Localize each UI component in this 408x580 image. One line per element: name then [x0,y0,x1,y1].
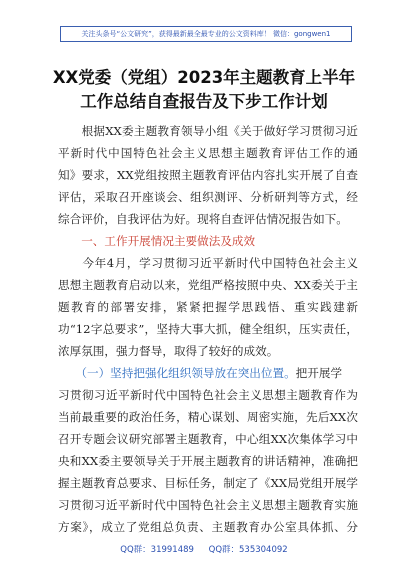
subsection-heading-line [58,362,358,384]
text-line: 评估，采取召开座谈会、组织测评、分析研判等方式，经 [58,190,358,204]
text-line: 握主题教育总要求、目标任务，制定了《XX局党组开展学 [58,476,358,490]
text-line: 根据XX委主题教育领导小组《关于做好学习贯彻习近 [58,124,358,138]
text-line: 功“12字总要求”，坚持大事大抓，健全组织，压实责任， [58,322,358,336]
subsection-heading-tail: 把开展学 [295,366,343,380]
document-title-line-1: XX党委（党组）2023年主题教育上半年 [52,68,356,87]
text-line: 平新时代中国特色社会主义思想主题教育评估工作的通 [58,146,358,160]
footer-qq-group-1: QQ群：31991489 [120,545,194,555]
document-title-line-2: 工作总结自查报告及下步工作计划 [80,92,328,111]
subsection-1 [58,362,358,538]
footer-qq-group-2: QQ群：535304092 [208,545,288,555]
header-banner: 关注头条号“公文研究”，获得最新最全最专业的公文资料库！ 微信：gongwen1 [60,26,352,42]
text-line: 浓厚氛围，强力督导，取得了较好的成效。 [58,344,279,358]
text-line: 召开专题会议研究部署主题教育，中心组XX次集体学习中 [58,432,358,446]
section-heading-text: 一、工作开展情况主要做法及成效 [58,234,256,248]
text-line: 当前最重要的政治任务，精心谋划、周密实施，先后XX次 [58,410,358,424]
text-line: 习贯彻习近平新时代中国特色社会主义思想主题教育实施 [58,498,358,512]
page-footer [0,543,408,555]
text-line: 习贯彻习近平新时代中国特色社会主义思想主题教育作为 [58,388,358,402]
subsection-heading-text: （一）坚持把强化组织领导放在突出位置。 [58,366,296,380]
section-heading-1 [58,230,358,252]
text-line: 题教育的部署安排，紧紧把握学思践悟、重实践建新 [58,300,358,314]
text-line: 知》要求，XX党组按照主题教育评估内容扎实开展了自查 [58,168,358,182]
text-line: 今年4月，学习贯彻习近平新时代中国特色社会主义 [58,256,358,270]
text-line: 方案》，成立了党组总负责、主题教育办公室具体抓、分 [58,520,358,534]
text-line: 综合评价，自我评估为好。现将自查评估情况报告如下。 [58,212,348,226]
paragraph-intro [58,120,358,230]
text-line: 思想主题教育启动以来，党组严格按照中央、XX委关于主 [58,278,358,292]
text-line: 央和XX委主要领导关于开展主题教育的讲话精神，准确把 [58,454,358,468]
paragraph-section-1 [58,252,358,362]
